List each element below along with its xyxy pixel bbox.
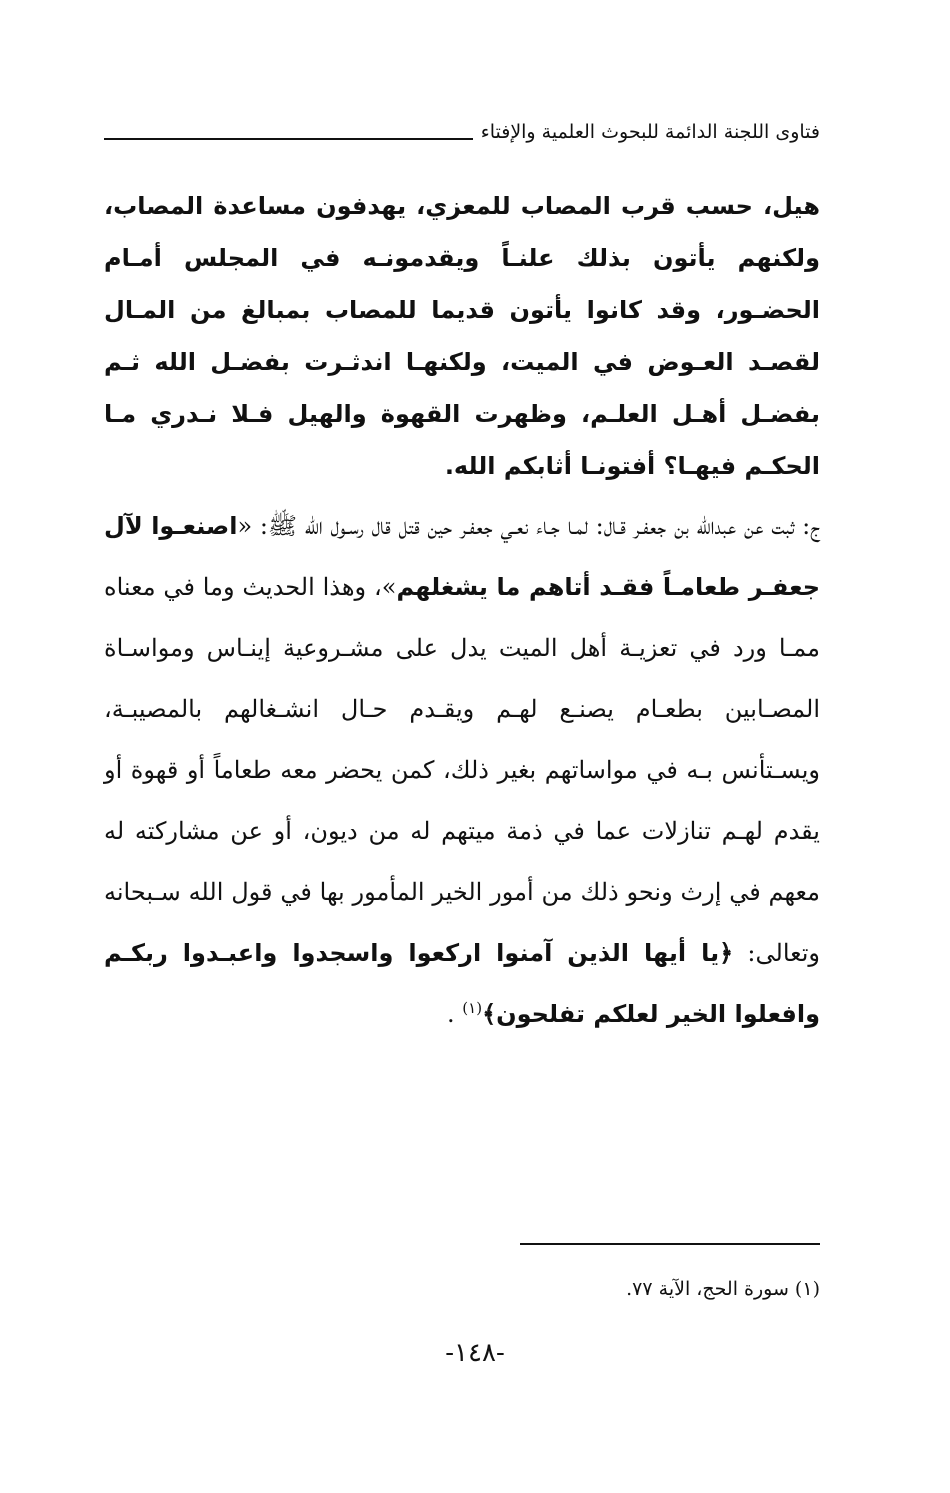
footnote-rule	[520, 1243, 820, 1245]
header-rule	[104, 138, 473, 140]
page-number: -١٤٨-	[445, 1338, 505, 1368]
footnote-marker: (١)	[462, 999, 483, 1017]
answer-paragraph	[104, 496, 820, 1045]
running-header-title: فتاوى اللجنة الدائمة للبحوث العلمية والإفتاء	[480, 121, 820, 143]
hadith-quote: اصنعـوا لآل جعفـر طعامـاً فقـد أتاهم ما يشغلهم	[104, 512, 821, 601]
question-paragraph: هيل، حسب قرب المصاب للمعزي، يهدفون مساعدة المصاب، ولكنهم يأتون بذلك علنـاً ويقدمونـه في المجلس أمـام الحضـور، وقد كانوا يأتون قديما للمصاب بمبالغ من المـال لقصـد العـوض في الميت، ولكنهـا اندثـرت بفضـل الله ثـم بفضـل أهـل العلـم، وظهرت القهوة والهيل فـلا نـدري مـا الحكـم فيهـا؟ أفتونـا أثابكم الله.	[104, 192, 820, 480]
answer-intro: ج: ثبت عن عبدالله بن جعفـر قـال: لمـا جـاء نعـي جعفـر حين قتل قال رسـول الله ﷺ: «	[237, 512, 821, 540]
answer-body: »، وهذا الحديث وما في معناه ممـا ورد في تعزيـة أهل الميت يدل على مشـروعية إينـاس ومواسـاة المصـابين بطعـام يصنـع لهـم ويقـدم حـال انشـغالهم بالمصيبـة، ويسـتأنس بـه في مواساتهم بغير ذلك، كمن يحضر معه طعاماً أو قهوة أو يقدم لهـم تنازلات عما في ذمة ميتهم له من ديون، أو عن مشاركته له معهم في إرث ونحو ذلك من أمور الخير المأمور بها في قول الله سـبحانه وتعالى:	[104, 573, 820, 967]
quran-verse: ﴿يا أيها الذين آمنوا اركعوا واسجدوا واعبـدوا ربكـم وافعلوا الخير لعلكم تفلحون﴾	[104, 939, 820, 1028]
answer-ending: .	[447, 1000, 463, 1028]
footnote: (١) سورة الحج، الآية ٧٧.	[626, 1278, 820, 1300]
running-header	[104, 112, 820, 152]
